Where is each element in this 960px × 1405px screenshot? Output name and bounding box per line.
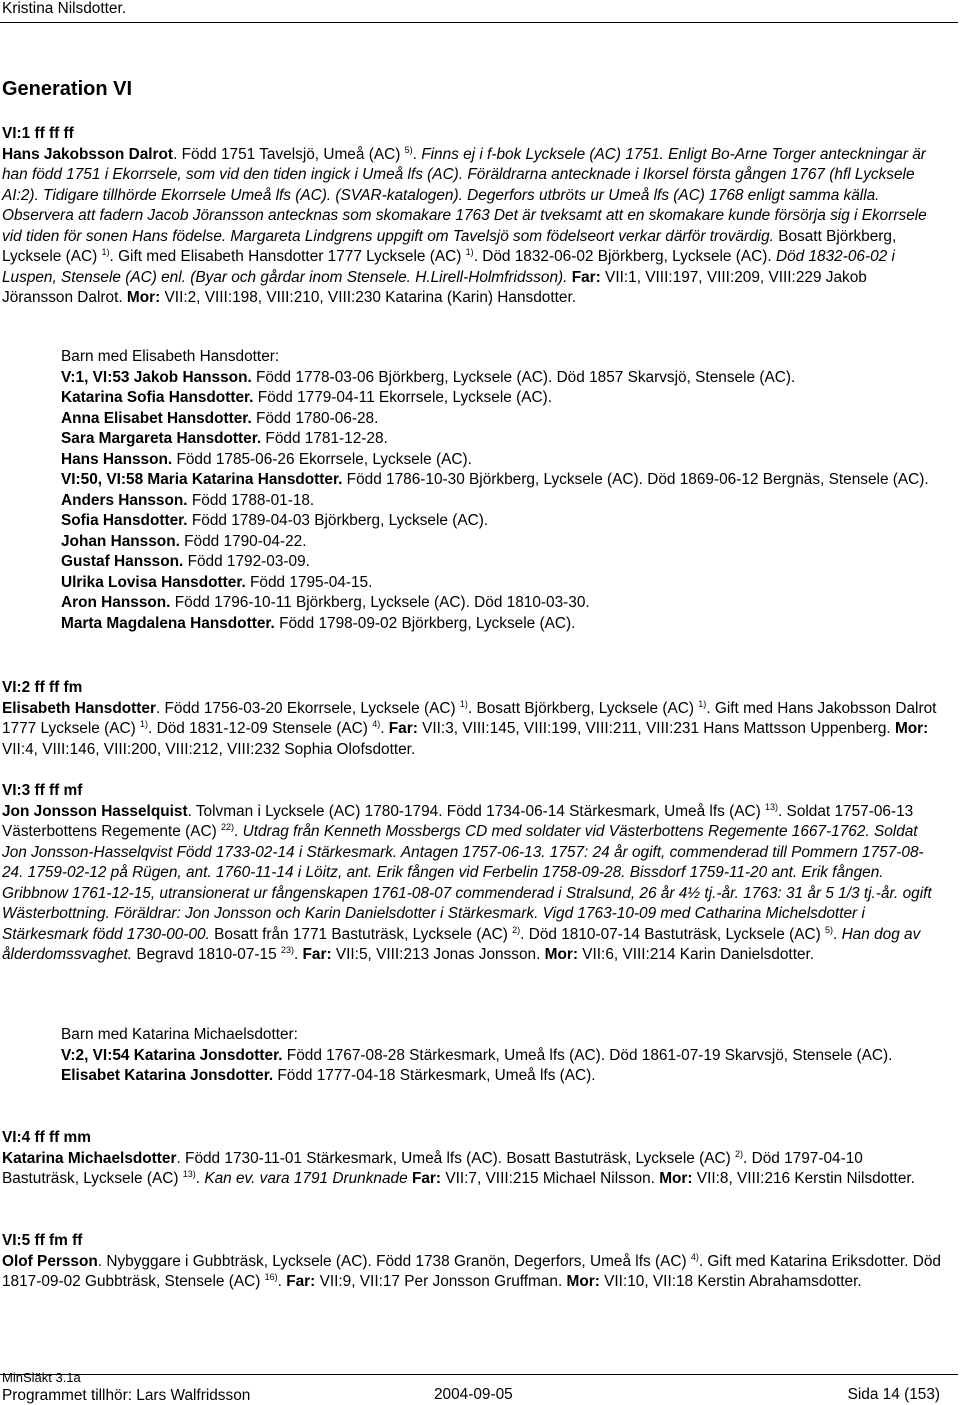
person-entry bbox=[2, 1128, 942, 1190]
person-name: Hans Jakobsson Dalrot bbox=[2, 145, 174, 163]
children-list bbox=[61, 347, 941, 634]
note-text: Död 1832-06-02 i Luspen, Stensele (AC) enl. (Byar och gårdar inom Stensele. H.Lirell-Holmfridsson). bbox=[2, 248, 895, 286]
program-owner: Programmet tillhör: Lars Walfridsson bbox=[2, 1387, 251, 1404]
person-name: Olof Persson bbox=[2, 1252, 98, 1270]
note-text: Finns ej i f-bok Lycksele (AC) 1751. Enligt Bo-Arne Torger anteckningar är han född 1751 i Ekorrsele, som vid den tiden ingick i Umeå lfs (AC). Föräldrarna antecknade i Ikorsel första gången 1767 (hfl Lycksele AI:2). Tidigare tillhörde Ekorrsele Umeå lfs (AC). (SVAR-katalogen). Degerfors utbröts ur Umeå lfs (AC) 1768 enligt samma källa. Observera att fadern Jacob Jöransson antecknas som skomakare 1763 Det är tveksamt att en skomakare kunde försörja sig i Ekorrsele vid tiden för sonen Hans födelse. Margareta Lindgrens uppgift om Tavelsjö som födelseort verkar därför trovärdig. bbox=[2, 145, 927, 245]
person-text: Jon Jonsson Hasselquist. Tolvman i Lycksele (AC) 1780-1794. Född 1734-06-14 Stärkesmark, Umeå lfs (AC) $^{13)}$. Soldat 1757-06-13 Västerbottens Regemente (AC) $^{22)}$. Utdrag från Kenneth Mossbergs CD med soldater vid Västerbottens Regemente 1667-1762. Soldat Jon Jonsson-Hasselqvist Född 1733-02-14 i Stärkesmark. Antagen 1757-06-13. 1757: 24 år ogift, commenderad till Pommern 1757-08-24. 1759-02-12 på Rügen, ant. 1760-11-14 i Löitz, ant. Erik fången vid Ferbelin 1758-09-28. Bissdorf 1759-11-20 ant. Erik fången. Gribbnow 1761-12-15, utransionerat ur fångenskapen 1761-08-07 commenderad i Stralsund, 26 år 4½ tj.-år. 1763: 31 år 5 1/3 tj.-år. ogift Wästerbottning. Föräldrar: Jon Jonsson och Karin Danielsdotter i Stärkesmark. Vigd 1763-10-09 med Catharina Michelsdotter i Stärkesmark född 1730-00-00. Bosatt från 1771 Bastuträsk, Lycksele (AC) $^{2)}$. Död 1810-07-14 Bastuträsk, Lycksele (AC) $^{5)}$. Han dog av ålderdomssvaghet. Begravd 1810-07-15 $^{23)}$. Far: VII:5, VIII:213 Jonas Jonsson. Mor: VII:6, VIII:214 Karin Danielsdotter. bbox=[2, 801, 932, 963]
person-name: Katarina Michaelsdotter bbox=[2, 1149, 177, 1167]
child-item: Sara Margareta Hansdotter. Född 1781-12-28. bbox=[61, 430, 388, 447]
mother-label: Mor: bbox=[566, 1273, 600, 1290]
mother-label: Mor: bbox=[544, 946, 578, 963]
person-text: Katarina Michaelsdotter. Född 1730-11-01 Stärkesmark, Umeå lfs (AC). Bosatt Bastuträsk, Lycksele (AC) $^{2)}$. Död 1797-04-10 Bastuträsk, Lycksele (AC) $^{13)}$. Kan ev. vara 1791 Drunknade Far: VII:7, VIII:215 Michael Nilsson. Mor: VII:8, VIII:216 Kerstin Nilsdotter. bbox=[2, 1148, 915, 1187]
children-list bbox=[61, 1025, 941, 1087]
mother-label: Mor: bbox=[894, 720, 929, 737]
child-item: Johan Hansson. Född 1790-04-22. bbox=[61, 532, 307, 550]
note-text: Han dog av ålderdomssvaghet. bbox=[2, 925, 921, 963]
child-item: VI:50, VI:58 Maria Katarina Hansdotter. Född 1786-10-30 Björkberg, Lycksele (AC). Död 1869-06-12 Bergnäs, Stensele (AC). bbox=[61, 471, 929, 488]
child-item: V:1, VI:53 Jakob Hansson. Född 1778-03-06 Björkberg, Lycksele (AC). Död 1857 Skarvsjö, Stensele (AC). bbox=[61, 368, 796, 386]
person-id: VI:1 ff ff ff bbox=[2, 125, 74, 142]
person-entry bbox=[2, 124, 942, 309]
father-label: Far: bbox=[302, 946, 332, 963]
print-date: 2004-09-05 bbox=[434, 1386, 513, 1403]
person-id: VI:4 ff ff mm bbox=[2, 1129, 91, 1146]
child-item: Aron Hansson. Född 1796-10-11 Björkberg, Lycksele (AC). Död 1810-03-30. bbox=[61, 594, 590, 611]
person-text: Elisabeth Hansdotter. Född 1756-03-20 Ekorrsele, Lycksele (AC) $^{1)}$. Bosatt Björkberg, Lycksele (AC) $^{1)}$. Gift med Hans Jakobsson Dalrot 1777 Lycksele (AC) $^{1)}$. Död 1831-12-09 Stensele (AC) $^{4)}$. Far: VII:3, VIII:145, VIII:199, VIII:211, VIII:231 Hans Mattsson Uppenberg. Mor: VII:4, VIII:146, VIII:200, VIII:212, VIII:232 Sophia Olofsdotter. bbox=[2, 698, 937, 758]
child-item: Gustaf Hansson. Född 1792-03-09. bbox=[61, 553, 310, 570]
page-header bbox=[0, 0, 958, 23]
father-label: Far: bbox=[411, 1170, 442, 1187]
person-name: Jon Jonsson Hasselquist bbox=[2, 802, 188, 820]
person-name: Elisabeth Hansdotter bbox=[2, 699, 156, 717]
father-label: Far: bbox=[388, 720, 418, 737]
person-id: VI:2 ff ff fm bbox=[2, 679, 83, 696]
note-text: Utdrag från Kenneth Mossbergs CD med soldater vid Västerbottens Regemente 1667-1762. Soldat Jon Jonsson-Hasselqvist Född 1733-02-14 i Stärkesmark. Antagen 1757-06-13. 1757: 24 år ogift, commenderad till Pommern 1757-08-24. 1759-02-12 på Rügen, ant. 1760-11-14 i Löitz, ant. Erik fången vid Ferbelin 1758-09-28. Bissdorf 1759-11-20 ant. Erik fången. Gribbnow 1761-12-15, utransionerat ur fångenskapen 1761-08-07 commenderad i Stralsund, 26 år 4½ tj.-år. 1763: 31 år 5 1/3 tj.-år. ogift Wästerbottning. Föräldrar: Jon Jonsson och Karin Danielsdotter i Stärkesmark. Vigd 1763-10-09 med Catharina Michelsdotter i Stärkesmark född 1730-00-00. bbox=[2, 823, 932, 943]
footer-rule bbox=[0, 1374, 958, 1375]
child-item: Sofia Hansdotter. Född 1789-04-03 Björkberg, Lycksele (AC). bbox=[61, 512, 489, 529]
person-entry bbox=[2, 678, 942, 760]
children-heading: Barn med Katarina Michaelsdotter: bbox=[61, 1026, 298, 1043]
child-item: Anders Hansson. Född 1788-01-18. bbox=[61, 491, 315, 509]
generation-heading: Generation VI bbox=[2, 78, 133, 100]
child-item: Katarina Sofia Hansdotter. Född 1779-04-11 Ekorrsele, Lycksele (AC). bbox=[61, 389, 552, 406]
child-item: Ulrika Lovisa Hansdotter. Född 1795-04-15. bbox=[61, 573, 373, 591]
person-entry bbox=[2, 1231, 942, 1293]
note-text: Kan ev. vara 1791 Drunknade bbox=[204, 1170, 408, 1187]
children-heading: Barn med Elisabeth Hansdotter: bbox=[61, 348, 280, 365]
child-item: Hans Hansson. Född 1785-06-26 Ekorrsele, Lycksele (AC). bbox=[61, 450, 472, 468]
program-name: MinSläkt 3.1a bbox=[2, 1370, 81, 1385]
child-item: Anna Elisabet Hansdotter. Född 1780-06-28. bbox=[61, 409, 379, 427]
father-label: Far: bbox=[286, 1273, 316, 1290]
child-item: V:2, VI:54 Katarina Jonsdotter. Född 1767-08-28 Stärkesmark, Umeå lfs (AC). Död 1861-07-19 Skarvsjö, Stensele (AC). bbox=[61, 1046, 893, 1064]
header-title: Kristina Nilsdotter. bbox=[2, 0, 127, 17]
father-label: Far: bbox=[571, 268, 601, 286]
person-text: Olof Persson. Nybyggare i Gubbträsk, Lycksele (AC). Född 1738 Granön, Degerfors, Umeå lfs (AC) $^{4)}$. Gift med Katarina Eriksdotter. Död 1817-09-02 Gubbträsk, Stensele (AC) $^{16)}$. Far: VII:9, VII:17 Per Jonsson Gruffman. Mor: VII:10, VII:18 Kerstin Abrahamsdotter. bbox=[2, 1251, 941, 1290]
child-item: Marta Magdalena Hansdotter. Född 1798-09-02 Björkberg, Lycksele (AC). bbox=[61, 614, 576, 632]
mother-label: Mor: bbox=[659, 1170, 693, 1187]
person-text: Hans Jakobsson Dalrot. Född 1751 Tavelsjö, Umeå (AC) $^{5)}$. Finns ej i f-bok Lycksele (AC) 1751. Enligt Bo-Arne Torger anteckningar är han född 1751 i Ekorrsele, som vid den tiden ingick i Umeå lfs (AC). Föräldrarna antecknade i Ikorsel första gången 1767 (hfl Lycksele AI:2). Tidigare tillhörde Ekorrsele Umeå lfs (AC). (SVAR-katalogen). Degerfors utbröts ur Umeå lfs (AC) 1768 enligt samma källa. Observera att fadern Jacob Jöransson antecknas som skomakare 1763 Det är tveksamt att en skomakare kunde försörja sig i Ekorrsele vid tiden för sonen Hans födelse. Margareta Lindgrens uppgift om Tavelsjö som födelseort verkar därför trovärdig. Bosatt Björkberg, Lycksele (AC) $^{1)}$. Gift med Elisabeth Hansdotter 1777 Lycksele (AC) $^{1)}$. Död 1832-06-02 Björkberg, Lycksele (AC). Död 1832-06-02 i Luspen, Stensele (AC) enl. (Byar och gårdar inom Stensele. H.Lirell-Holmfridsson). Far: VII:1, VIII:197, VIII:209, VIII:229 Jakob Jöransson Dalrot. Mor: VII:2, VIII:198, VIII:210, VIII:230 Katarina (Karin) Hansdotter. bbox=[2, 144, 927, 306]
page-number: Sida 14 (153) bbox=[847, 1386, 940, 1403]
child-item: Elisabet Katarina Jonsdotter. Född 1777-04-18 Stärkesmark, Umeå lfs (AC). bbox=[61, 1067, 596, 1084]
mother-label: Mor: bbox=[126, 289, 161, 306]
person-id: VI:3 ff ff mf bbox=[2, 782, 83, 799]
person-entry bbox=[2, 781, 942, 966]
person-id: VI:5 ff fm ff bbox=[2, 1232, 83, 1249]
